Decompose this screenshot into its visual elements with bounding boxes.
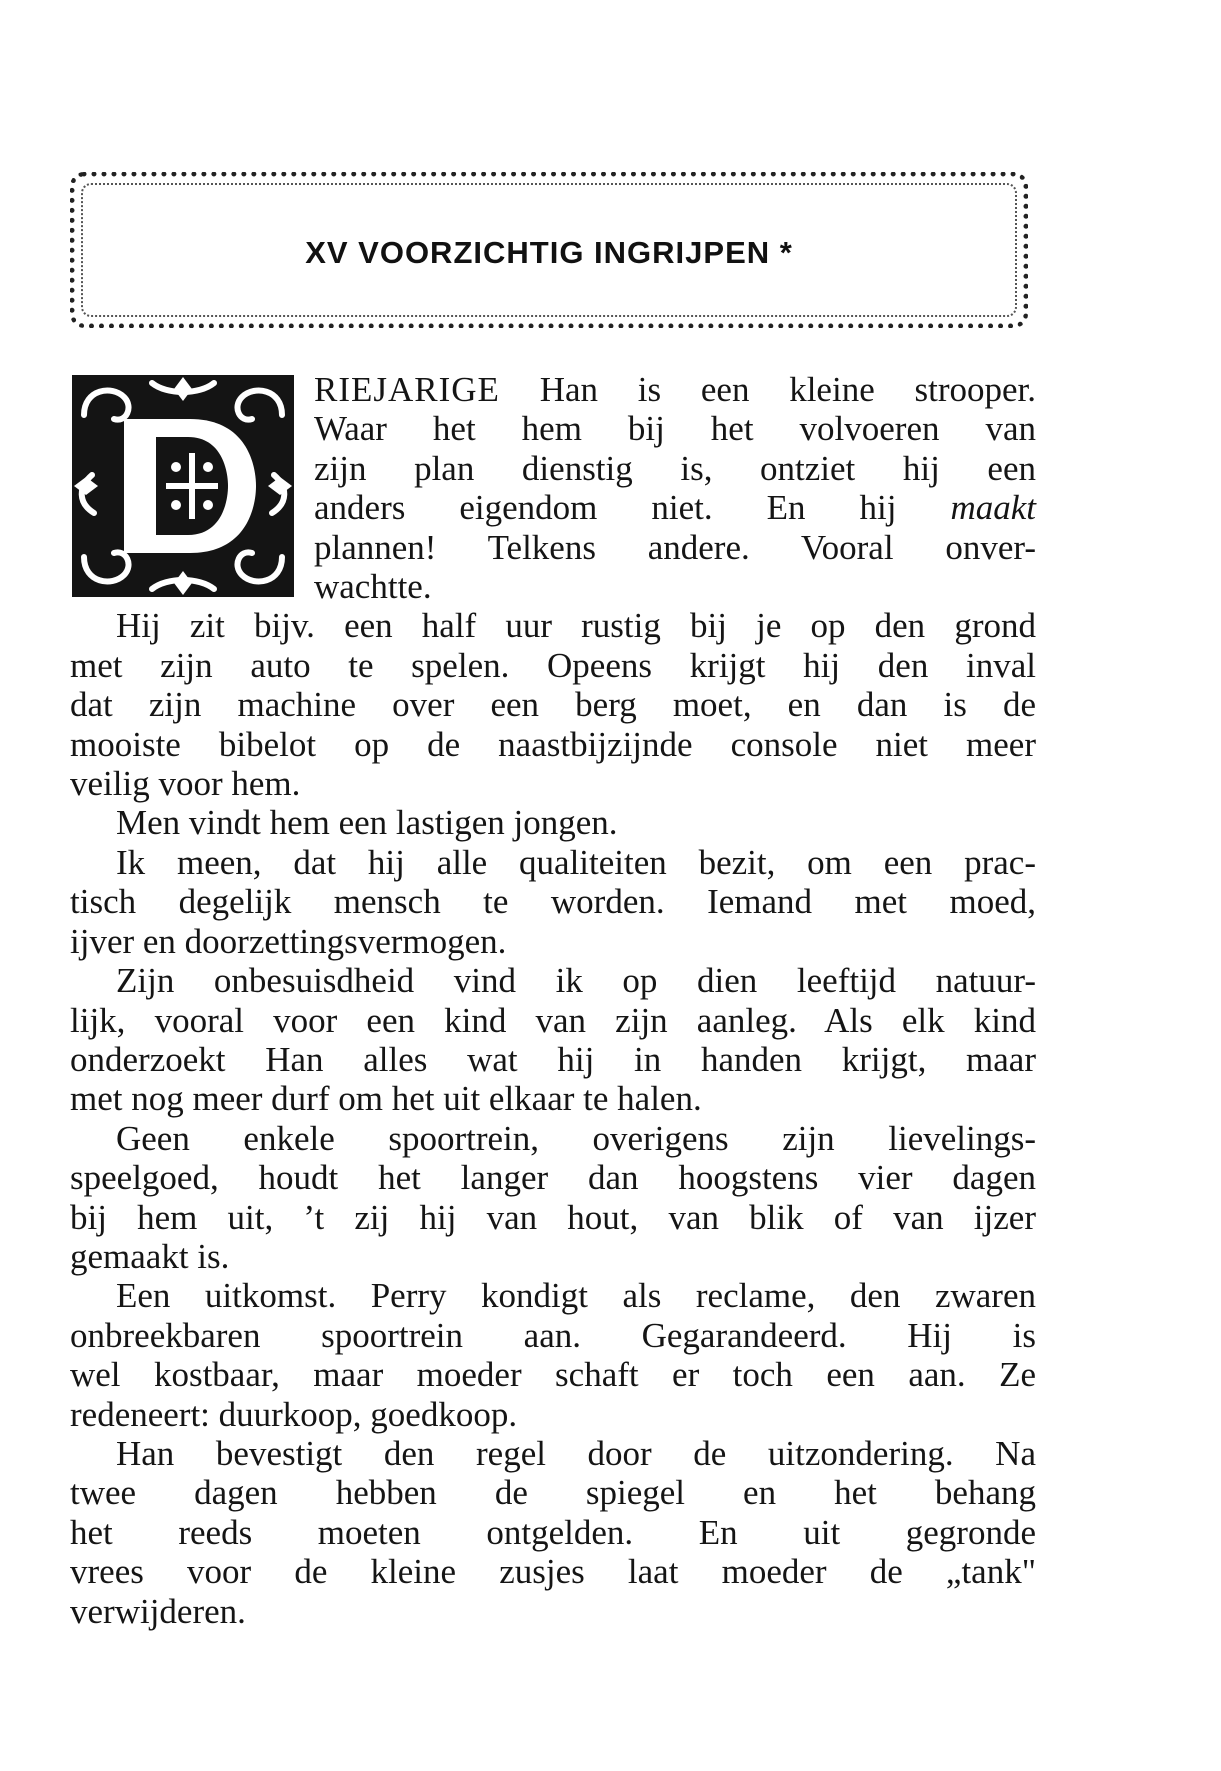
text-line: redeneert: duurkoop, goedkoop.	[70, 1394, 518, 1434]
chapter-title: XV VOORZICHTIG INGRIJPEN *	[305, 235, 793, 270]
dropcap-first-word: RIEJARIGE	[314, 370, 500, 409]
text-line: zijn plan dienstig is, ontziet hij een	[314, 448, 1036, 488]
text-line: met nog meer durf om het uit elkaar te halen.	[70, 1079, 702, 1119]
text-line: Waar het hem bij het volvoeren van	[314, 409, 1036, 449]
text-line: twee dagen hebben de spiegel en het behang	[70, 1473, 1036, 1513]
text-line: vrees voor de kleine zusjes laat moeder de „tank"	[70, 1552, 1036, 1592]
paragraph-4	[70, 843, 1036, 961]
paragraph-2	[70, 606, 1036, 803]
text-line: ijver en doorzettingsvermogen.	[70, 921, 507, 961]
text-line: het reeds moeten ontgelden. En uit gegronde	[70, 1512, 1036, 1552]
text-line: onderzoekt Han alles wat hij in handen krijgt, maar	[70, 1039, 1036, 1079]
text-line: mooiste bibelot op de naastbijzijnde console niet meer	[70, 724, 1036, 764]
text-line-segment: Han is een kleine strooper.	[539, 370, 1036, 409]
emphasized-word: maakt	[950, 488, 1036, 528]
text-line: Men vindt hem een lastigen jongen.	[116, 803, 618, 843]
text-line: Geen enkele spoortrein, overigens zijn lievelings-	[116, 1118, 1036, 1158]
paragraph-1	[70, 370, 1036, 606]
text-line: veilig voor hem.	[70, 764, 301, 804]
chapter-body-text	[70, 370, 1036, 1631]
text-line: Hij zit bijv. een half uur rustig bij je op den grond	[116, 606, 1036, 646]
text-line: Zijn onbesuisdheid vind ik op dien leeftijd natuur-	[116, 961, 1036, 1001]
text-line: anders eigendom niet. En hij maakt	[314, 488, 1036, 528]
chapter-header-frame	[70, 172, 1028, 328]
text-line: verwijderen.	[70, 1591, 246, 1631]
text-line: lijk, vooral voor een kind van zijn aanleg. Als elk kind	[70, 1000, 1036, 1040]
text-line: bij hem uit, ’t zij hij van hout, van blik of van ijzer	[70, 1197, 1036, 1237]
paragraph-7	[70, 1276, 1036, 1434]
paragraph-6	[70, 1119, 1036, 1277]
text-line: gemaakt is.	[70, 1236, 230, 1276]
text-line: wachtte.	[314, 567, 432, 607]
paragraph-5	[70, 961, 1036, 1119]
text-line: dat zijn machine over een berg moet, en dan is de	[70, 685, 1036, 725]
text-line: met zijn auto te spelen. Opeens krijgt hij den inval	[70, 645, 1036, 685]
text-line	[314, 370, 1036, 409]
text-line: plannen! Telkens andere. Vooral onver-	[314, 527, 1036, 567]
paragraph-8	[70, 1434, 1036, 1631]
text-line: Han bevestigt den regel door de uitzondering. Na	[116, 1433, 1036, 1473]
text-line: tisch degelijk mensch te worden. Iemand met moed,	[70, 882, 1036, 922]
text-line: onbreekbaren spoortrein aan. Gegarandeerd. Hij is	[70, 1315, 1036, 1355]
paragraph-3	[70, 803, 1036, 842]
text-line: Een uitkomst. Perry kondigt als reclame, den zwaren	[116, 1276, 1036, 1316]
text-line: wel kostbaar, maar moeder schaft er toch een aan. Ze	[70, 1355, 1036, 1395]
text-line: Ik meen, dat hij alle qualiteiten bezit, om een prac-	[116, 842, 1036, 882]
text-line: speelgoed, houdt het langer dan hoogstens vier dagen	[70, 1158, 1036, 1198]
